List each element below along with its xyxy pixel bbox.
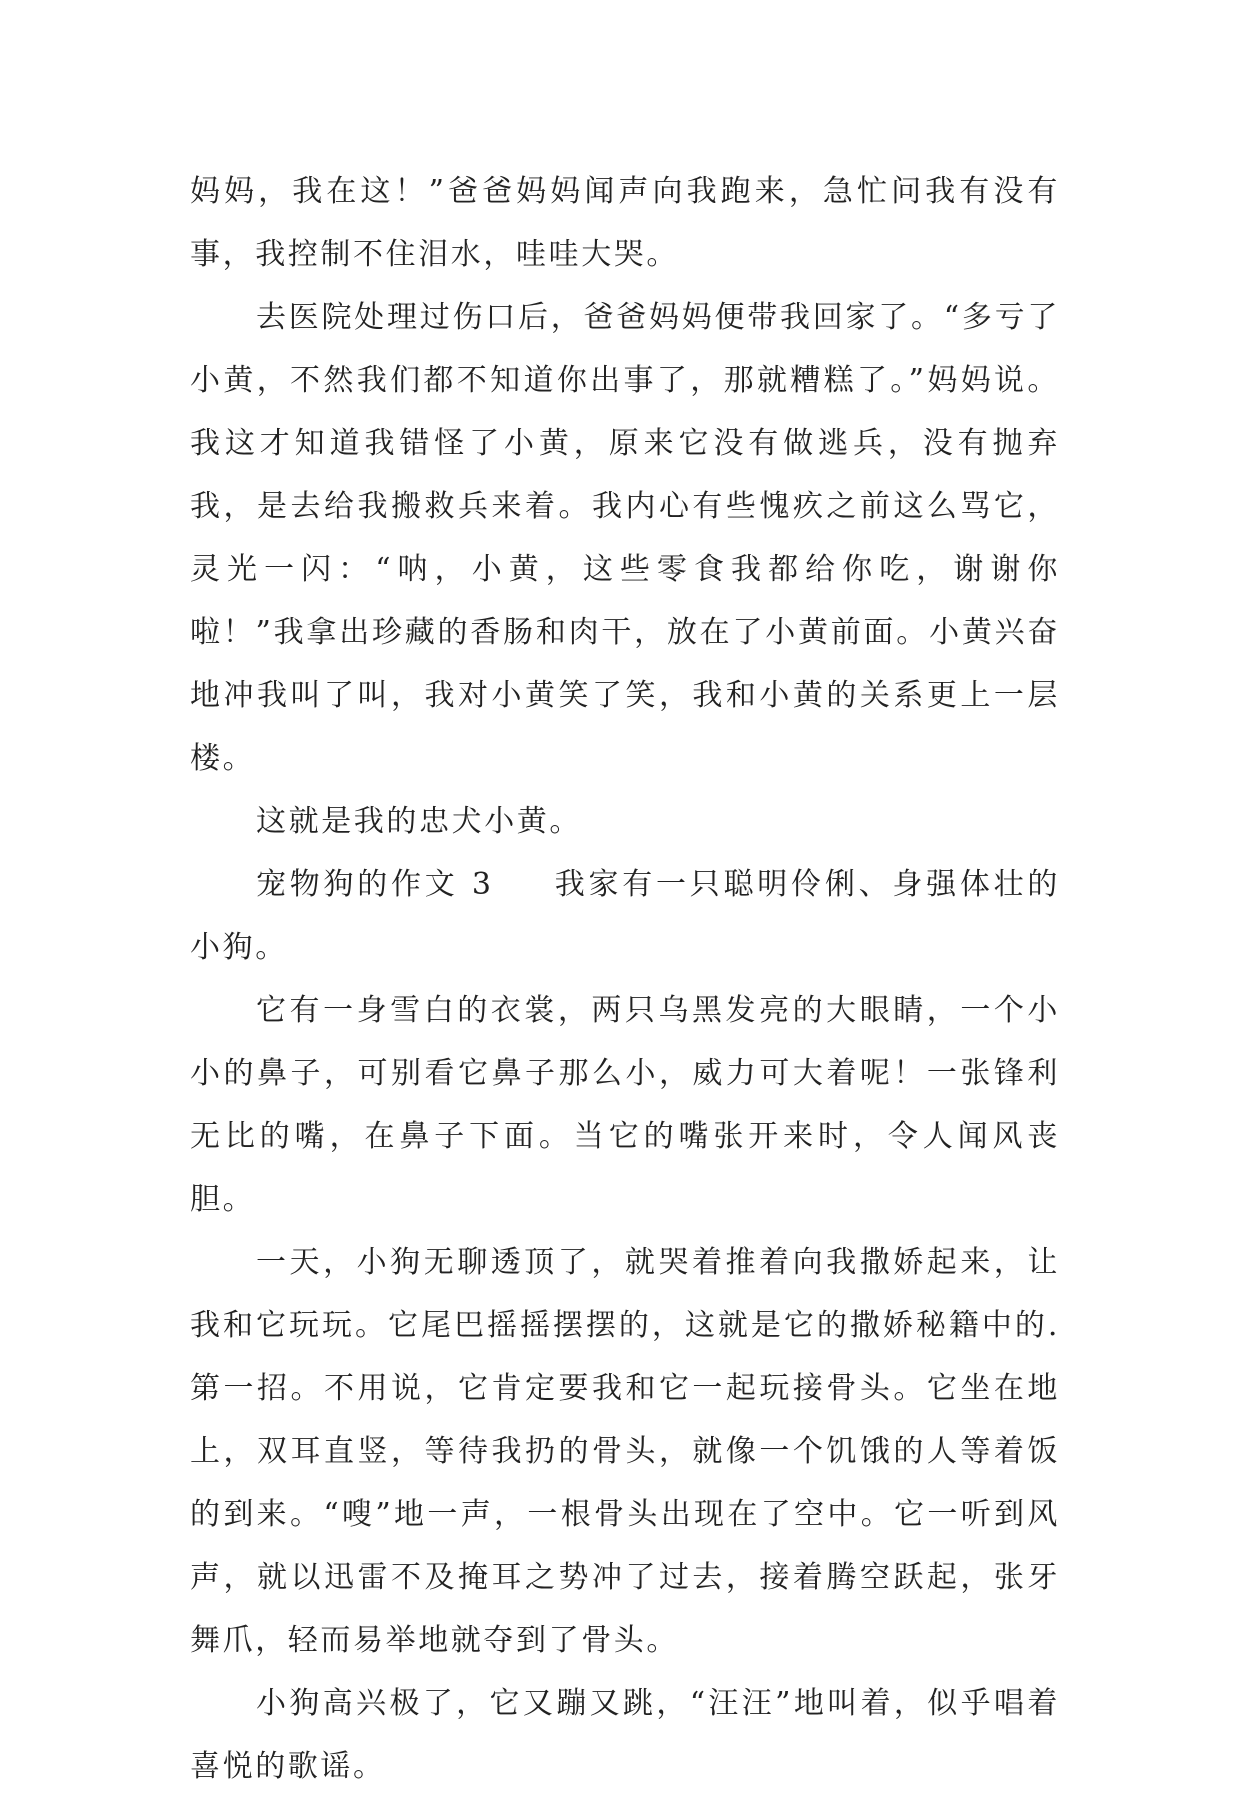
paragraph-appearance: 它有一身雪白的衣裳，两只乌黑发亮的大眼睛，一个小小的鼻子，可别看它鼻子那么小，威力可大着呢！一张锋利无比的嘴，在鼻子下面。当它的嘴张开来时，令人闻风丧胆。	[190, 993, 1060, 1217]
paragraph-conclusion: 这就是我的忠犬小黄。	[256, 804, 582, 839]
section-start-paragraph	[190, 853, 1060, 979]
section-heading: 宠物狗的作文 3	[256, 867, 494, 902]
paragraph-playing: 一天，小狗无聊透顶了，就哭着推着向我撒娇起来，让我和它玩玩。它尾巴摇摇摆摆的，这就是它的撒娇秘籍中的.第一招。不用说，它肯定要我和它一起玩接骨头。它坐在地上，双耳直竖，等待我扔的骨头，就像一个饥饿的人等着饭的到来。“嗖”地一声，一根骨头出现在了空中。它一听到风声，就以迅雷不及掩耳之势冲了过去，接着腾空跃起，张牙舞爪，轻而易举地就夺到了骨头。	[190, 1245, 1060, 1658]
paragraph-happy: 小狗高兴极了，它又蹦又跳，“汪汪”地叫着，似乎唱着喜悦的歌谣。	[190, 1686, 1060, 1784]
document-body	[190, 160, 1060, 1798]
paragraph-hospital: 去医院处理过伤口后，爸爸妈妈便带我回家了。“多亏了小黄，不然我们都不知道你出事了，那就糟糕了。”妈妈说。我这才知道我错怪了小黄，原来它没有做逃兵，没有抛弃我，是去给我搬救兵来着。我内心有些愧疚之前这么骂它，灵光一闪：“呐，小黄，这些零食我都给你吃，谢谢你啦！”我拿出珍藏的香肠和肉干，放在了小黄前面。小黄兴奋地冲我叫了叫，我对小黄笑了笑，我和小黄的关系更上一层楼。	[190, 300, 1060, 776]
section-opening-text: 我家有一只聪明伶俐、身强体壮的小狗。	[190, 867, 1060, 965]
paragraph-continuation: 妈妈，我在这！”爸爸妈妈闻声向我跑来，急忙问我有没有事，我控制不住泪水，哇哇大哭。	[190, 174, 1060, 272]
